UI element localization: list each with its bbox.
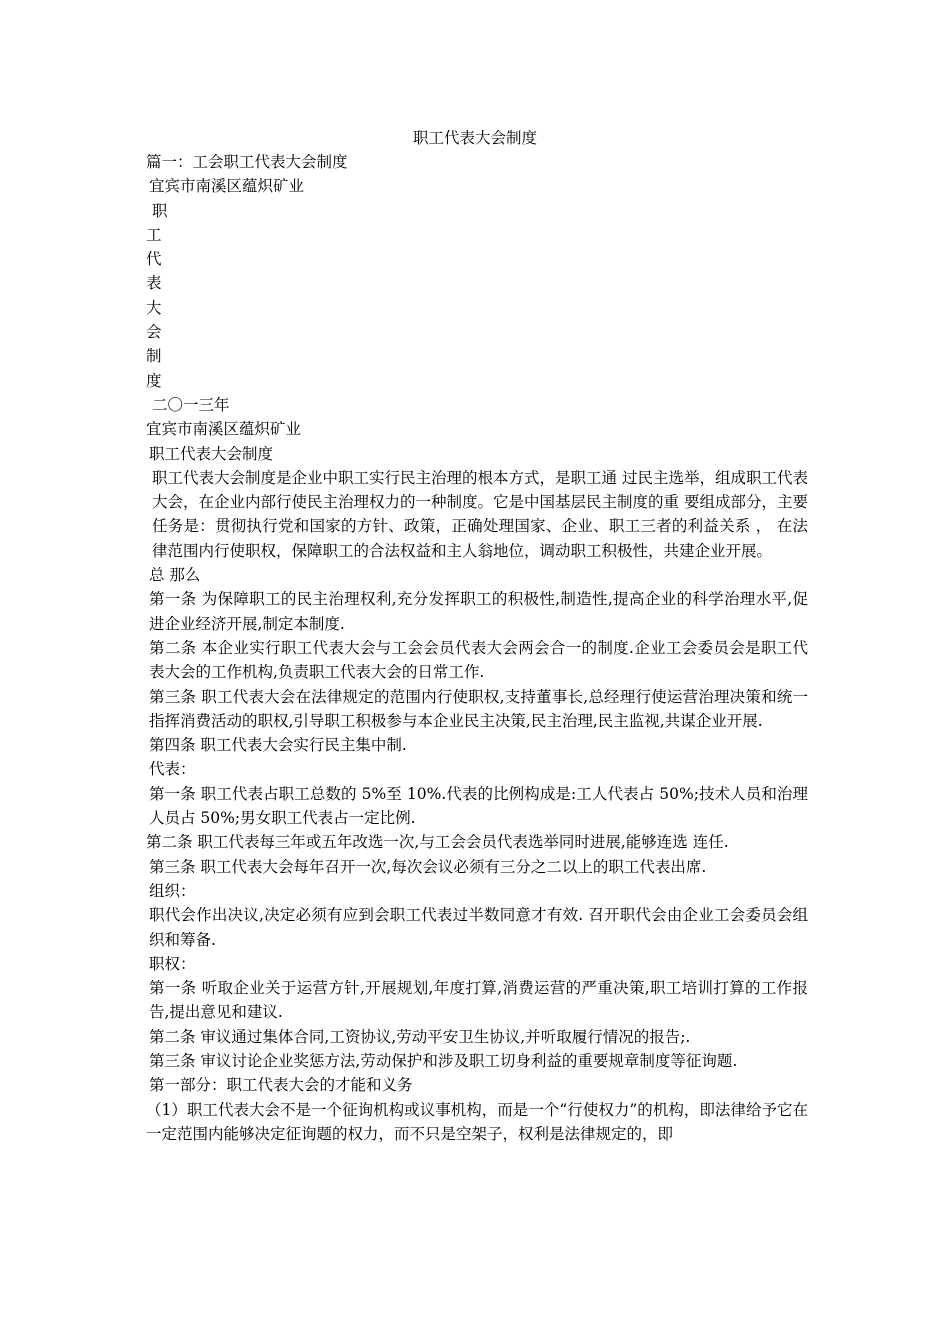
document-paragraph: 第三条 审议讨论企业奖惩方法,劳动保护和涉及职工切身利益的重要规章制度等征询题. <box>149 1051 738 1070</box>
document-line: 大 <box>146 298 162 317</box>
document-paragraph: 职工代表大会制度是企业中职工实行民主治理的根本方式，是职工通 过民主选举，组成职工代表大会，在企业内部行使民主治理权力的一种制度。它是中国基层民主制度的重 要组成部分，主要任务是：贯彻执行党和国家的方针、政策，正确处理国家、企业、职工三者的利益关系 ， 在法律范围内行使职权，保障职工的合法权益和主人翁地位，调动职工积极性，共建企业开展。 <box>152 468 808 560</box>
document-paragraph: 职权： <box>149 954 196 973</box>
document-paragraph: 第二条 本企业实行职工代表大会与工会会员代表大会两会合一的制度.企业工会委员会是职工代表大会的工作机构,负责职工代表大会的日常工作. <box>149 638 808 682</box>
document-paragraph: 第一条 为保障职工的民主治理权利,充分发挥职工的积极性,制造性,提高企业的科学治理水平,促进企业经济开展,制定本制度. <box>149 590 808 633</box>
document-line: 度 <box>146 371 162 390</box>
document-paragraph: 组织： <box>149 881 196 900</box>
document-paragraph: 第二条 审议通过集体合同,工资协议,劳动平安卫生协议,并听取履行情况的报告;. <box>149 1027 691 1046</box>
document-line: 宜宾市南溪区蕴炽矿业 <box>149 177 305 196</box>
document-paragraph: 代表： <box>149 760 196 779</box>
document-line: 代 <box>146 250 162 269</box>
document-title: 职工代表大会制度 <box>412 129 537 147</box>
document-line: 宜宾市南溪区蕴炽矿业 <box>146 420 302 439</box>
document-line: 篇一：工会职工代表大会制度 <box>146 153 348 171</box>
document-body <box>146 150 808 1146</box>
document-line: 制 <box>146 347 162 366</box>
document-line: 二〇一三年 <box>152 395 230 414</box>
document-paragraph: 第二条 职工代表每三年或五年改选一次,与工会会员代表选举同时进展,能够连选 连任. <box>146 833 729 852</box>
document-paragraph: 总 那么 <box>149 566 201 585</box>
document-line: 会 <box>146 323 162 342</box>
document-line: 职工代表大会制度 <box>149 444 274 463</box>
document-paragraph: 第一部分：职工代表大会的才能和义务 <box>149 1076 413 1095</box>
document-paragraph: 第一条 听取企业关于运营方针,开展规划,年度打算,消费运营的严重决策,职工培训打算的工作报告,提出意见和建议. <box>149 979 808 1022</box>
document-paragraph: 第四条 职工代表大会实行民主集中制. <box>149 736 407 755</box>
document-paragraph: 第三条 职工代表大会在法律规定的范围内行使职权,支持董事长,总经理行使运营治理决策和统一指挥消费活动的职权,引导职工积极参与本企业民主决策,民主治理,民主监视,共谋企业开展. <box>149 687 808 730</box>
document-paragraph: 职代会作出决议,决定必须有应到会职工代表过半数同意才有效. 召开职代会由企业工会委员会组织和筹备. <box>149 906 808 949</box>
document-paragraph: 第一条 职工代表占职工总数的 5%至 10%.代表的比例构成是:工人代表占 50%;技术人员和治理人员占 50%;男女职工代表占一定比例. <box>149 784 808 828</box>
document-line: 表 <box>146 274 162 293</box>
document-paragraph: 第三条 职工代表大会每年召开一次,每次会议必须有三分之二以上的职工代表出席. <box>149 857 707 876</box>
document-paragraph: （1）职工代表大会不是一个征询机构或议事机构，而是一个“行使权力”的机构，即法律给予它在一定范围内能够决定征询题的权力，而不只是空架子，权利是法律规定的，即 <box>146 1100 808 1143</box>
document-line: 职 <box>152 201 168 220</box>
document-line: 工 <box>146 225 162 244</box>
